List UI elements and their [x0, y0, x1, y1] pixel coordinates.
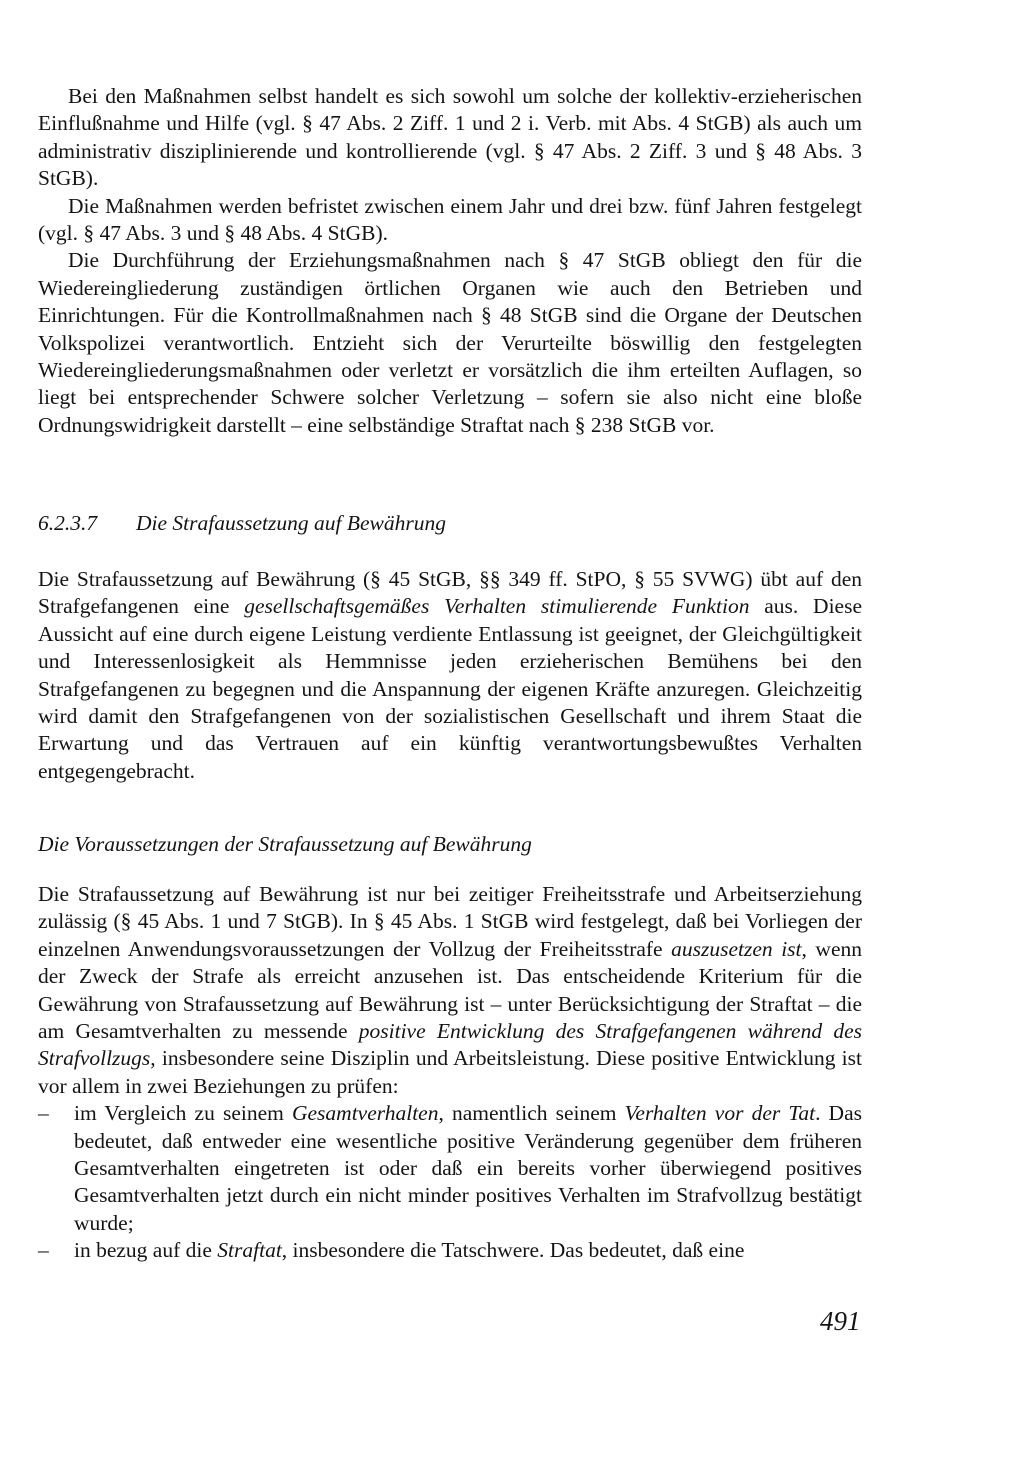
list-dash: – [38, 1101, 49, 1126]
emphasis-function: gesellschaftsgemäßes Verhalten stimulierende Funktion [244, 594, 750, 619]
section-number: 6.2.3.7 [38, 511, 98, 535]
text-run: . Das bedeutet, daß entweder eine wesentliche positive Veränderung gegenüber dem früheren Gesamtverhalten eingetreten ist oder daß ein bereits vorher überwiegend positives Gesamtverhalten jetzt durch ein nicht minder positives Verhalten im Strafvollzug bestätigt wurde; [74, 1101, 862, 1235]
text-run: im Vergleich zu seinem [74, 1101, 292, 1126]
text-run: aus. Diese Aussicht auf eine durch eigene Leistung verdiente Entlassung ist geeignet, der Gleichgültigkeit und Interessenlosigkeit als Hemmnisse jeden erzieherischen Bemühens bei den Strafgefangenen zu begegnen und die Anspannung der eigenen Kräfte anzuregen. Gleichzeitig wird damit den Strafgefangenen von der sozialistischen Gesellschaft und ihrem Staat die Erwartung und das Vertrauen auf ein künftig verantwortungsbewußtes Verhalten entgegengebracht. [38, 594, 862, 783]
page-number: 491 [820, 1306, 861, 1336]
subheading: Die Voraussetzungen der Strafaussetzung auf Bewährung [38, 832, 532, 856]
subsection-body [38, 881, 862, 1265]
text-run: , wenn der Zweck der Strafe als erreicht anzusehen ist. Das entscheidende Kriterium für die Gewährung von Strafaussetzung auf Bewährung ist – unter Berücksichtigung der Straftat – die am Gesamtverhalten zu messende [38, 936, 862, 1044]
text-run: in bezug auf die [74, 1238, 218, 1263]
list-item [38, 1237, 862, 1264]
section-title: Die Strafaussetzung auf Bewährung [136, 511, 446, 535]
section-body [38, 566, 862, 785]
text-run: Die Strafaussetzung auf Bewährung (§ 45 StGB, §§ 349 ff. StPO, § 55 SVWG) übt auf den Strafgefangenen eine [38, 567, 862, 619]
paragraph-measures: Bei den Maßnahmen selbst handelt es sich sowohl um solche der kollektiv-erzieherischen Einflußnahme und Hilfe (vgl. § 47 Abs. 2 Ziff. 1 und 2 i. Verb. mit Abs. 4 StGB) als auch um administrativ disziplinierende und kontrollierende (vgl. § 47 Abs. 2 Ziff. 3 und § 48 Abs. 3 StGB). [38, 84, 862, 191]
text-run: , insbesondere die Tatschwere. Das bedeutet, daß eine [281, 1238, 745, 1263]
text-run: Die Strafaussetzung auf Bewährung ist nur bei zeitiger Freiheitsstrafe und Arbeitserziehung zulässig (§ 45 Abs. 1 und 7 StGB). In § 45 Abs. 1 StGB wird festgelegt, daß bei Vorliegen der einzelnen Anwendungsvoraussetzungen der Vollzug der Freiheitsstrafe [38, 882, 862, 961]
emphasis-overall-behavior: Gesamtverhalten [291, 1101, 439, 1126]
emphasis-behavior-before: Verhalten vor der Tat [624, 1101, 816, 1126]
criteria-list [38, 1100, 862, 1264]
paragraph-execution: Die Durchführung der Erziehungsmaßnahmen nach § 47 StGB obliegt den für die Wiedereingliederung zuständigen örtlichen Organen wie auch den Betrieben und Einrichtungen. Für die Kontrollmaßnahmen nach § 48 StGB sind die Organe der Deutschen Volkspolizei verantwortlich. Entzieht sich der Verurteilte böswillig den festgelegten Wiedereingliederungsmaßnahmen oder verletzt er vorsätzlich die ihm erteilten Auflagen, so liegt bei entsprechender Schwere solcher Verletzung – sofern sie also nicht eine bloße Ordnungswidrigkeit darstellt – eine selbständige Straftat nach § 238 StGB vor. [38, 248, 862, 437]
emphasis-suspend: auszusetzen ist [671, 936, 802, 961]
paragraph-probation-function [38, 566, 862, 785]
paragraph-duration: Die Maßnahmen werden befristet zwischen einem Jahr und drei bzw. fünf Jahren festgelegt (vgl. § 47 Abs. 3 und § 48 Abs. 4 StGB). [38, 193, 862, 246]
text-run: , insbesondere seine Disziplin und Arbeitsleistung. Diese positive Entwicklung ist vor allem in zwei Beziehungen zu prüfen: [38, 1046, 862, 1098]
paragraph-prerequisites [38, 881, 862, 1100]
text-run: , namentlich seinem [438, 1101, 625, 1126]
list-dash: – [38, 1238, 49, 1263]
opening-paragraphs [38, 83, 862, 439]
emphasis-development: positive Entwicklung des Strafgefangenen während des Strafvollzugs [38, 1019, 862, 1071]
section-heading [38, 510, 446, 537]
emphasis-offense: Straftat [217, 1238, 282, 1263]
list-item [38, 1100, 862, 1237]
